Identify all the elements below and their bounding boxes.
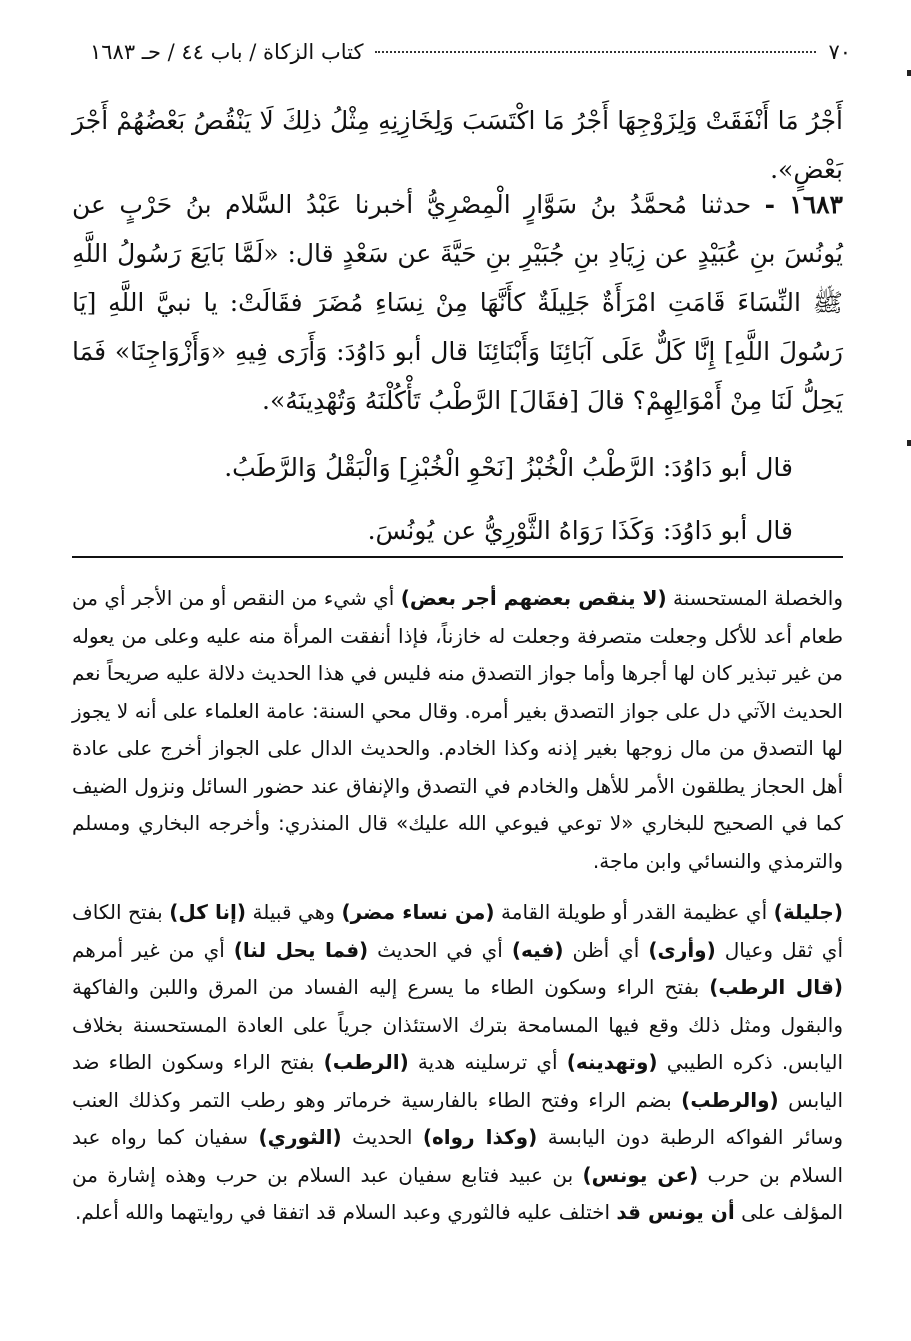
text-run: بفتح الكاف أي ثقل وعيال <box>72 900 843 962</box>
quoted-phrase: (من نساء مضر) <box>341 900 495 924</box>
quoted-phrase: (وكذا رواه) <box>422 1125 538 1149</box>
running-title: كتاب الزكاة / باب ٤٤ / حـ ١٦٨٣ <box>90 40 364 64</box>
quoted-phrase: (جليلة) <box>773 900 843 924</box>
quoted-phrase: (وأرى) <box>648 937 716 962</box>
quoted-phrase: (قال الرطب) <box>709 975 843 999</box>
quoted-phrase: (فما يحل لنا) <box>233 937 369 962</box>
text-run: أي شيء من النقص أو من الأجر أي من طعام أعد للأكل وجعلت متصرفة وجعلت له خازناً، فإذا أنفقت المرأة منه عليه وعلى من يعوله من غير تبذير كان لها أجرها وأما جواز التصدق منه فليس في هذا الحديث دلالة عليه صريحاً نعم الحديث الآتي دل على جواز التصدق بغير أمره. وقال محي السنة: عامة العلماء على أنه لا يجوز لها التصدق من مال زوجها بغير إذنه وكذا الخادم. والحديث الدال على الجواز أخرج على عادة أهل الحجاز يطلقون الأمر للأهل والخادم في التصدق والإنفاق عند حضور السائل ونزول الضيف كما في الصحيح للبخاري «لا توعي فيوعي الله عليك» قال المنذري: وأخرجه البخاري ومسلم والترمذي والنسائي وابن ماجة. <box>72 586 843 873</box>
quoted-phrase: (وتهدينه) <box>566 1050 658 1074</box>
hadith-text-paragraph <box>72 180 843 425</box>
quoted-phrase: (الثوري) <box>258 1125 342 1149</box>
text-run: أي ترسلينه هدية <box>408 1050 567 1074</box>
footnote-divider <box>72 556 843 558</box>
quoted-phrase: (والرطب) <box>681 1087 779 1112</box>
hadith-text: حدثنا مُحمَّدُ بنُ سَوَّارٍ الْمِصْرِيُّ أخبرنا عَبْدُ السَّلام بنُ حَرْبٍ عن يُونُسَ بنِ عُبَيْدٍ عن زِيَادِ بنِ جُبَيْرِ بنِ حَيَّةَ عن سَعْدٍ قال: «لَمَّا بَايَعَ رَسُولُ اللَّهِ ﷺ النِّسَاءَ قَامَتِ امْرَأَةٌ جَلِيلَةٌ كأَنَّهَا مِنْ نِسَاءِ مُضَرَ فقَالَتْ: يا نبيَّ اللَّهِ [يَا رَسُولَ اللَّهِ] إِنَّا كَلٌّ عَلَى آبَائِنَا وَأَبْنَائِنَا قال أبو دَاوُدَ: وَأَرَى فِيهِ «وَأَزْوَاجِنَا» فَمَا يَحِلُّ لَنَا مِنْ أَمْوَالِهِمْ؟ قالَ [فقَالَ] الرَّطْبُ تَأْكُلْنَهُ وَتُهْدِينَهُ». <box>72 190 843 415</box>
page-header <box>90 40 851 64</box>
hadith-1683 <box>72 180 843 555</box>
quoted-phrase: أن يونس قد <box>616 1200 735 1224</box>
hadith-number: ١٦٨٣ - <box>764 190 843 219</box>
text-run: بفتح الراء وسكون الطاء ضد اليابس <box>72 1050 844 1112</box>
commentary <box>72 580 843 1246</box>
commentary-paragraph-2 <box>72 894 843 1232</box>
quoted-phrase: (فيه) <box>511 937 564 962</box>
quoted-phrase: (إنا كل) <box>169 900 246 924</box>
text-run: وهي قبيلة <box>246 900 342 924</box>
quoted-phrase: (لا ينقص بعضهم أجر بعض) <box>400 586 667 610</box>
text-run: اختلف عليه فالثوري وعبد السلام قد اتفقا في روايتهما والله أعلم. <box>74 1200 617 1224</box>
scan-edge-mark <box>907 70 911 76</box>
text-run: بضم الراء وفتح الطاء بالفارسية خرماتر وهو رطب التمر وكذلك العنب وسائر الفواكه الرطبة دون اليابسة <box>72 1087 844 1149</box>
quoted-phrase: (الرطب) <box>323 1050 409 1074</box>
abu-dawud-note-2: قال أبو دَاوُدَ: وَكَذَا رَوَاهُ الثَّوْرِيُّ عن يُونُسَ. <box>367 516 793 545</box>
abu-dawud-note-1: قال أبو دَاوُدَ: الرَّطْبُ الْخُبْزُ [نَحْوِ الْخُبْزِ] وَالْبَقْلُ وَالرَّطَبُ. <box>224 453 793 482</box>
quoted-phrase: (عن يونس) <box>582 1162 699 1187</box>
text-run: أي أظن <box>563 937 649 962</box>
text-run: بفتح الراء وسكون الطاء ما يسرع إليه الفساد من المرق واللبن والفاكهة والبقول ومثل ذلك وقع فيها المسامحة بترك الاستئذان جرياً على العادة المستحسنة بخلاف اليابس. ذكره الطيبي <box>72 975 844 1074</box>
text-run: أي في الحديث <box>368 937 512 962</box>
text-run: سفيان كما رواه عبد السلام بن حرب <box>72 1125 844 1187</box>
scan-edge-mark <box>907 440 911 446</box>
text-run: أي عظيمة القدر أو طويلة القامة <box>494 900 774 924</box>
page-number: ٧٠ <box>828 40 851 64</box>
previous-hadith-ending: أَجْرُ مَا أَنْفَقَتْ وَلِزَوْجِهَا أَجْرُ مَا اكْتَسَبَ وَلِخَازِنِهِ مِثْلُ ذلِكَ لَا يَنْقُصُ بَعْضُهُمْ أَجْرَ بَعْضٍ». <box>72 106 843 184</box>
header-dotted-leader <box>375 51 816 53</box>
text-run: الحديث <box>341 1125 423 1149</box>
text-run: أي من غير أمرهم <box>72 937 234 962</box>
commentary-paragraph-1 <box>72 580 843 880</box>
text-run: والخصلة المستحسنة <box>666 586 843 610</box>
text-run: بن عبيد فتابع سفيان عبد السلام بن حرب وهذه إشارة من المؤلف على <box>72 1162 843 1224</box>
